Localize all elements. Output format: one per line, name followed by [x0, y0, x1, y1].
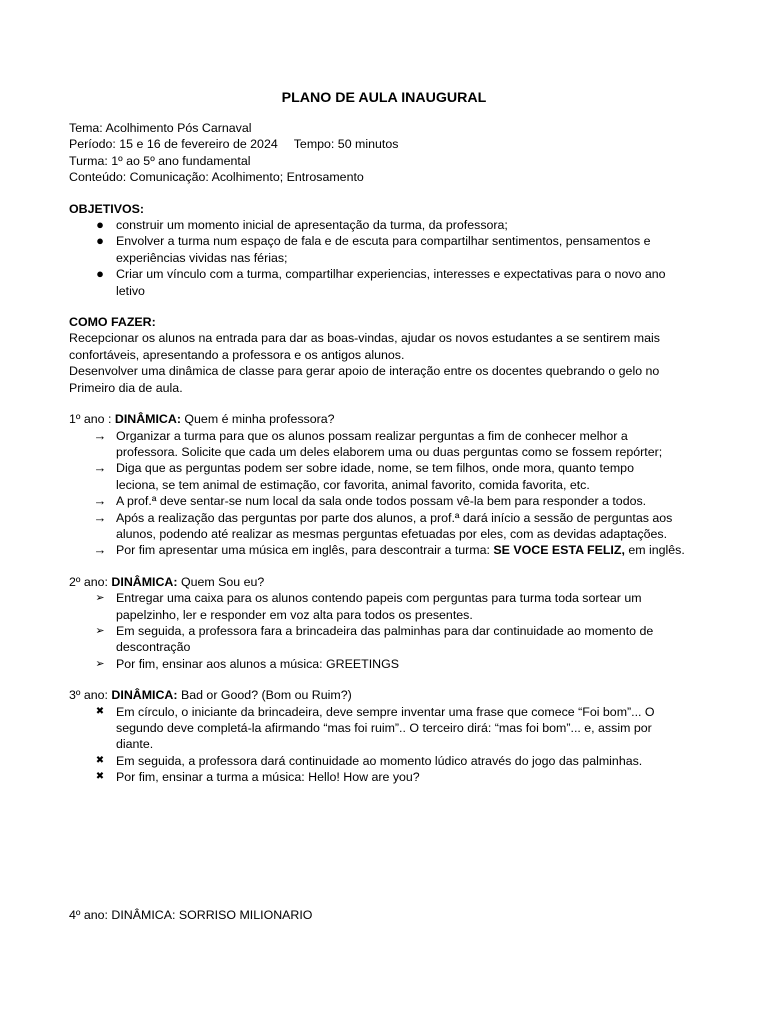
arrow-right-icon: →	[93, 427, 107, 443]
arrow-right-icon: →	[93, 509, 107, 525]
conteudo-line: Conteúdo: Comunicação: Acolhimento; Entrosamento	[69, 170, 364, 185]
como-fazer-line: Primeiro dia de aula.	[69, 380, 183, 395]
list-item: → Diga que as perguntas podem ser sobre idade, nome, se tem filhos, onde mora, quanto tempo leciona, se tem animal de estimação, cor favorita, animal favorito, comida favorita, etc.	[69, 460, 709, 493]
list-item: → Após a realização das perguntas por parte dos alunos, a prof.ª dará início a sessão de perguntas aos alunos, podendo até realizar as mesmas perguntas efetuadas por eles, com as devidas adaptações.	[69, 510, 709, 543]
tempo-text: Tempo: 50 minutos	[293, 137, 399, 152]
list-item: → Por fim apresentar uma música em inglês, para descontrair a turma: SE VOCE ESTA FELIZ, em inglês.	[69, 542, 709, 558]
periodo-line	[69, 136, 709, 152]
document-title: PLANO DE AULA INAUGURAL	[281, 90, 487, 106]
ano4-heading: 4º ano: DINÂMICA: SORRISO MILIONARIO	[69, 908, 313, 922]
list-item: ✖ Em círculo, o iniciante da brincadeira, deve sempre inventar uma frase que comece “Foi bom”... O segundo deve completá-la afirmando “mas foi ruim”.. O terceiro dirá: “mas foi bom”... e, assim por diante.	[69, 704, 709, 753]
tema-line: Tema: Acolhimento Pós Carnaval	[69, 121, 252, 135]
triangle-bullet-icon: ➢	[95, 624, 105, 637]
bullet-icon: ●	[96, 266, 104, 282]
bullet-icon: ●	[96, 217, 104, 233]
ano1-list	[69, 428, 709, 559]
list-item: ✖ Por fim, ensinar a turma a música: Hello! How are you?	[69, 769, 709, 785]
turma-line: Turma: 1º ao 5º ano fundamental	[69, 153, 251, 168]
document-body	[69, 120, 709, 786]
objetivos-list	[69, 217, 709, 299]
cross-bullet-icon: ✖	[95, 754, 105, 766]
triangle-bullet-icon: ➢	[95, 657, 105, 670]
list-item: ➢ Entregar uma caixa para os alunos contendo papeis com perguntas para turma toda sortear um papelzinho, ler e responder em voz alta para todos os presentes.	[69, 590, 709, 623]
list-item: ● Envolver a turma num espaço de fala e de escuta para compartilhar sentimentos, pensamentos e experiências vividas nas férias;	[69, 233, 709, 266]
cross-bullet-icon: ✖	[95, 771, 105, 783]
como-fazer-line: confortáveis, apresentando a professora e os antigos alunos.	[69, 347, 405, 362]
objetivos-heading: OBJETIVOS:	[69, 201, 145, 216]
como-fazer-line: Recepcionar os alunos na entrada para dar as boas-vindas, ajudar os novos estudantes a se sentirem mais	[69, 331, 660, 346]
bullet-icon: ●	[96, 233, 104, 249]
ano3-heading: 3º ano: DINÂMICA: Bad or Good? (Bom ou Ruim?)	[69, 688, 352, 703]
ano2-list	[69, 590, 709, 672]
ano1-heading: 1º ano : DINÂMICA: Quem é minha professora?	[69, 412, 335, 427]
list-item: ● Criar um vínculo com a turma, compartilhar experiencias, interesses e expectativas para o novo ano letivo	[69, 266, 709, 299]
como-fazer-line: Desenvolver uma dinâmica de classe para gerar apoio de interação entre os docentes quebrando o gelo no	[69, 364, 660, 379]
list-item: → Organizar a turma para que os alunos possam realizar perguntas a fim de conhecer melhor a professora. Solicite que cada um deles elaborem uma ou duas perguntas como se fossem repórter;	[69, 428, 709, 461]
arrow-right-icon: →	[93, 460, 107, 476]
list-item: ➢ Em seguida, a professora fara a brincadeira das palminhas para dar continuidade ao momento de descontração	[69, 623, 709, 656]
arrow-right-icon: →	[93, 542, 107, 558]
arrow-right-icon: →	[93, 493, 107, 509]
ano3-list	[69, 704, 709, 786]
cross-bullet-icon: ✖	[95, 705, 105, 717]
list-item: ✖ Em seguida, a professora dará continuidade ao momento lúdico através do jogo das palminhas.	[69, 753, 709, 769]
triangle-bullet-icon: ➢	[95, 592, 105, 605]
como-fazer-heading: COMO FAZER:	[69, 315, 156, 330]
list-item: → A prof.ª deve sentar-se num local da sala onde todos possam vê-la bem para responder a todos.	[69, 493, 709, 509]
ano2-heading: 2º ano: DINÂMICA: Quem Sou eu?	[69, 574, 265, 589]
periodo-text: Período: 15 e 16 de fevereiro de 2024	[69, 137, 278, 152]
list-item: ● construir um momento inicial de apresentação da turma, da professora;	[69, 217, 709, 233]
list-item: ➢ Por fim, ensinar aos alunos a música: GREETINGS	[69, 656, 709, 672]
